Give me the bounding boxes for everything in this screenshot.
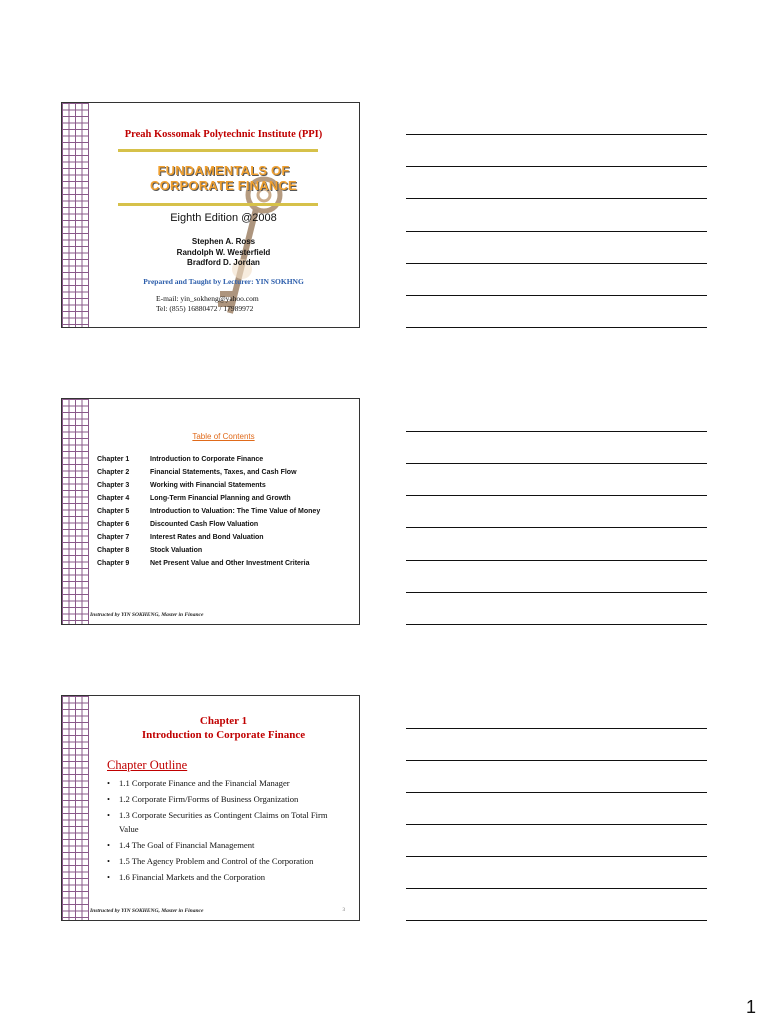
book-title xyxy=(88,163,359,193)
gold-divider-top xyxy=(118,149,318,152)
toc-chapter-title: Introduction to Valuation: The Time Value of Money xyxy=(150,508,321,515)
toc-list xyxy=(97,456,320,573)
outline-item: • 1.1 Corporate Finance and the Financial Manager xyxy=(107,776,347,790)
book-title-line-1: FUNDAMENTALS OF xyxy=(157,163,290,178)
toc-row xyxy=(97,482,320,495)
note-line xyxy=(406,888,707,889)
author: Stephen A. Ross xyxy=(191,237,256,246)
slide-footer: Instructed by YIN SOKHENG, Master in Finance xyxy=(90,612,204,618)
slide-3-chapter-outline xyxy=(61,695,360,921)
toc-row xyxy=(97,495,320,508)
outline-item: • 1.6 Financial Markets and the Corporation xyxy=(107,870,347,884)
toc-row xyxy=(97,508,320,521)
phone: Tel: (855) 16880472 / 17989972 xyxy=(156,303,254,313)
outline-heading: Chapter Outline xyxy=(107,758,188,772)
toc-chapter-label: Chapter 9 xyxy=(97,560,130,567)
toc-chapter-label: Chapter 1 xyxy=(97,456,130,463)
prepared-by: Prepared and Taught by Lecturer: YIN SOKHNG xyxy=(143,277,304,286)
toc-chapter-title: Introduction to Corporate Finance xyxy=(150,456,264,463)
book-title-line-2: CORPORATE FINANCE xyxy=(150,178,297,193)
outline-list xyxy=(107,776,347,886)
toc-row xyxy=(97,547,320,560)
note-line xyxy=(406,431,707,432)
note-line xyxy=(406,856,707,857)
toc-chapter-title: Financial Statements, Taxes, and Cash Flow xyxy=(150,469,297,476)
toc-row xyxy=(97,560,320,573)
slide-1-title xyxy=(61,102,360,328)
toc-chapter-label: Chapter 7 xyxy=(97,534,130,541)
slide-number: 3 xyxy=(342,908,345,913)
note-line xyxy=(406,920,707,921)
toc-heading: Table of Contents xyxy=(192,432,255,441)
slide-2-table-of-contents xyxy=(61,398,360,625)
contact-info xyxy=(156,294,259,313)
note-line xyxy=(406,592,707,593)
slide-grid-decoration xyxy=(62,103,89,327)
toc-chapter-label: Chapter 8 xyxy=(97,547,130,554)
note-line xyxy=(406,231,707,232)
toc-chapter-title: Long-Term Financial Planning and Growth xyxy=(150,495,291,502)
toc-chapter-title: Working with Financial Statements xyxy=(150,482,266,489)
toc-chapter-label: Chapter 2 xyxy=(97,469,130,476)
toc-chapter-title: Interest Rates and Bond Valuation xyxy=(150,534,264,541)
toc-row xyxy=(97,521,320,534)
note-line xyxy=(406,134,707,135)
chapter-heading xyxy=(88,714,359,742)
note-line xyxy=(406,198,707,199)
author: Bradford D. Jordan xyxy=(187,258,260,267)
authors xyxy=(88,237,359,269)
chapter-number: Chapter 1 xyxy=(199,715,248,727)
chapter-title: Introduction to Corporate Finance xyxy=(141,729,306,741)
note-line xyxy=(406,263,707,264)
toc-chapter-label: Chapter 6 xyxy=(97,521,130,528)
toc-row xyxy=(97,456,320,469)
outline-item: • 1.3 Corporate Securities as Contingent Claims on Total Firm Value xyxy=(107,808,347,836)
note-line xyxy=(406,463,707,464)
institute-name: Preah Kossomak Polytechnic Institute (PPI) xyxy=(124,129,323,140)
note-line xyxy=(406,295,707,296)
note-line xyxy=(406,327,707,328)
outline-item: • 1.5 The Agency Problem and Control of the Corporation xyxy=(107,854,347,868)
outline-item: • 1.4 The Goal of Financial Management xyxy=(107,838,347,852)
toc-chapter-title: Discounted Cash Flow Valuation xyxy=(150,521,259,528)
toc-row xyxy=(97,469,320,482)
note-line xyxy=(406,792,707,793)
outline-item: • 1.2 Corporate Firm/Forms of Business Organization xyxy=(107,792,347,806)
email: E-mail: yin_sokheng@yahoo.com xyxy=(156,294,259,303)
note-line xyxy=(406,166,707,167)
toc-chapter-title: Net Present Value and Other Investment Criteria xyxy=(150,560,310,567)
note-line xyxy=(406,624,707,625)
slide-grid-decoration xyxy=(62,696,89,920)
toc-chapter-label: Chapter 5 xyxy=(97,508,130,515)
note-line xyxy=(406,824,707,825)
author: Randolph W. Westerfield xyxy=(176,247,271,257)
toc-row xyxy=(97,534,320,547)
toc-chapter-title: Stock Valuation xyxy=(150,547,203,554)
toc-chapter-label: Chapter 4 xyxy=(97,495,130,502)
page-number: 1 xyxy=(745,997,756,1017)
note-line xyxy=(406,560,707,561)
slide-footer: Instructed by YIN SOKHENG, Master in Finance xyxy=(90,908,204,914)
gold-divider-bottom xyxy=(118,203,318,206)
note-line xyxy=(406,760,707,761)
slide-grid-decoration xyxy=(62,399,89,624)
note-line xyxy=(406,527,707,528)
note-line xyxy=(406,728,707,729)
toc-chapter-label: Chapter 3 xyxy=(97,482,130,489)
note-line xyxy=(406,495,707,496)
edition: Eighth Edition @2008 xyxy=(170,212,277,224)
